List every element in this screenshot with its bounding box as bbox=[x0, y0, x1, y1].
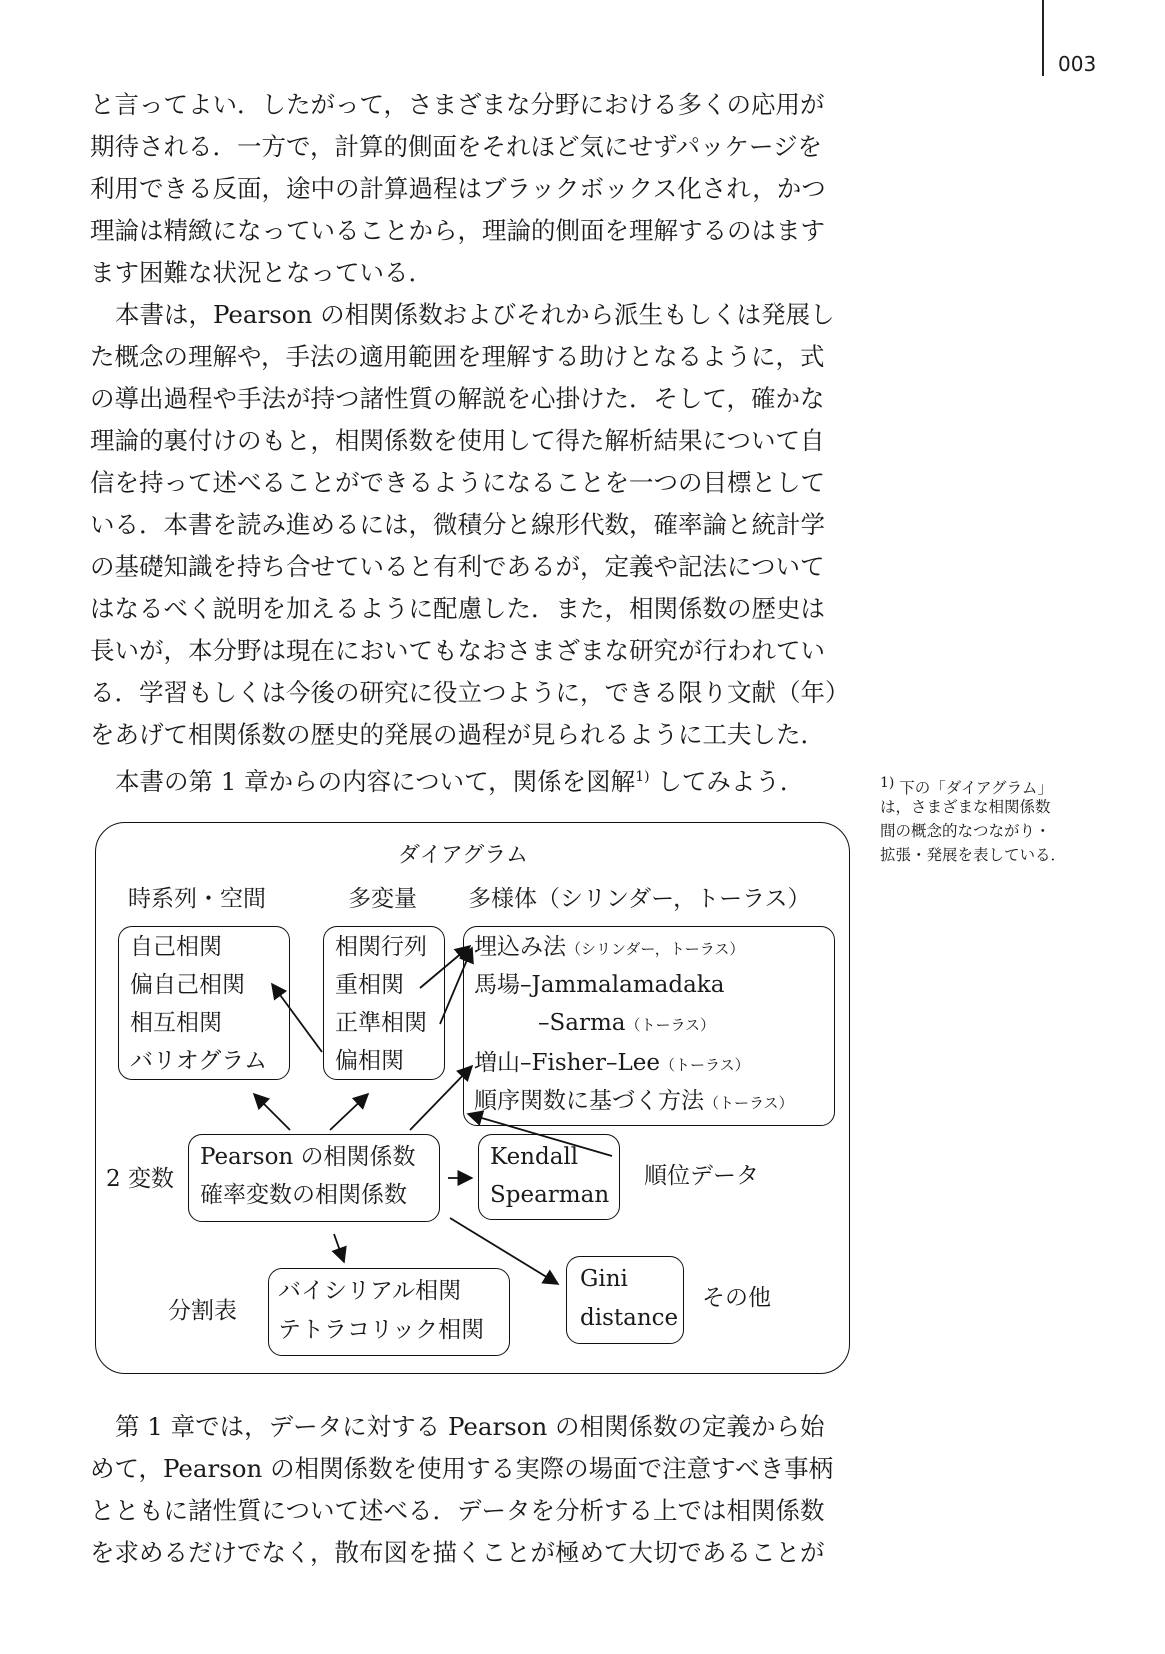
other-label: その他 bbox=[702, 1285, 771, 1311]
text-line: はなるべく説明を加えるように配慮した．また，相関係数の歴史は bbox=[90, 594, 825, 623]
arrow-pearson-to-table bbox=[334, 1234, 344, 1262]
arrow-pearson-to-manifold bbox=[410, 1066, 472, 1130]
text-line: 利用できる反面，途中の計算過程はブラックボックス化され，かつ bbox=[90, 174, 826, 203]
arrow-pearson-to-multivariate bbox=[330, 1094, 368, 1130]
footnote-line: は，さまざまな相関係数 bbox=[880, 798, 1051, 816]
footnote-ref[interactable]: 1) bbox=[635, 769, 650, 785]
method-note: （トーラス） bbox=[660, 1056, 750, 1074]
arrow-partial-to-partial-autocorrelation bbox=[272, 984, 322, 1052]
item-canonical-correlation: 正準相関 bbox=[335, 1010, 427, 1036]
text-line: る．学習もしくは今後の研究に役立つように，できる限り文献（年） bbox=[90, 678, 850, 707]
item-random-variable-correlation: 確率変数の相関係数 bbox=[200, 1182, 407, 1208]
text-line: 信を持って述べることができるようになることを一つの目標として bbox=[90, 468, 825, 497]
arrow-pearson-to-time-space bbox=[254, 1094, 290, 1130]
rank-data-label: 順位データ bbox=[644, 1163, 759, 1189]
text-span: してみよう． bbox=[649, 767, 805, 797]
text-line: 期待される．一方で，計算的側面をそれほど気にせずパッケージを bbox=[90, 132, 823, 161]
header-time-space: 時系列・空間 bbox=[128, 886, 266, 912]
item-multiple-correlation: 重相関 bbox=[335, 972, 404, 998]
header-multivariate: 多変量 bbox=[348, 886, 417, 912]
method-name: 埋込み法 bbox=[474, 934, 566, 960]
arrow-multiple-to-embedding bbox=[420, 946, 470, 988]
text-span: 本書の第 1 章からの内容について，関係を図解 bbox=[115, 767, 636, 797]
footnote-line: 間の概念的なつながり・ bbox=[880, 822, 1051, 840]
page-number: 003 bbox=[1058, 52, 1097, 76]
arrow-pearson-to-other bbox=[450, 1218, 558, 1284]
method-name: 馬場–Jammalamadaka bbox=[474, 972, 725, 998]
item-biserial: バイシリアル相関 bbox=[278, 1278, 462, 1304]
text-line: めて，Pearson の相関係数を使用する実際の場面で注意すべき事柄 bbox=[90, 1454, 834, 1483]
two-variable-label: 2 変数 bbox=[106, 1166, 174, 1192]
method-note: （シリンダー，トーラス） bbox=[566, 940, 745, 958]
item-autocorrelation: 自己相関 bbox=[130, 934, 222, 960]
footnote-text: 下の「ダイアグラム」 bbox=[894, 779, 1053, 798]
text-line: 理論的裏付けのもと，相関係数を使用して得た解析結果について自 bbox=[90, 426, 825, 455]
text-line: の導出過程や手法が持つ諸性質の解説を心掛けた．そして，確かな bbox=[90, 384, 825, 413]
text-line: をあげて相関係数の歴史的発展の過程が見られるように工夫した． bbox=[90, 720, 825, 749]
text-line: いる．本書を読み進めるには，微積分と線形代数，確率論と統計学 bbox=[90, 510, 825, 539]
text-line: 第 1 章では，データに対する Pearson の相関係数の定義から始 bbox=[115, 1412, 825, 1441]
method-name: –Sarma bbox=[538, 1010, 626, 1036]
method-note: （トーラス） bbox=[625, 1016, 716, 1034]
item-correlation-matrix: 相関行列 bbox=[335, 934, 427, 960]
arrow-canonical-to-embedding bbox=[440, 948, 472, 1024]
diagram-title: ダイアグラム bbox=[398, 843, 529, 868]
text-line: 本書は，Pearson の相関係数およびそれから派生もしくは発展し bbox=[115, 300, 835, 329]
item-variogram: バリオグラム bbox=[130, 1048, 268, 1074]
footnote-line: 拡張・発展を表している． bbox=[880, 846, 1067, 864]
text-line: 理論は精緻になっていることから，理論的側面を理解するのはます bbox=[90, 216, 825, 245]
item-spearman: Spearman bbox=[490, 1182, 610, 1208]
method-name: 順序関数に基づく方法 bbox=[474, 1088, 704, 1114]
method-name: 増山–Fisher–Lee bbox=[474, 1050, 661, 1076]
text-line: を求めるだけでなく，散布図を描くことが極めて大切であることが bbox=[90, 1538, 825, 1567]
method-note: （トーラス） bbox=[704, 1094, 794, 1112]
text-line: と言ってよい．したがって，さまざまな分野における多くの応用が bbox=[90, 90, 825, 119]
item-distance: distance bbox=[580, 1305, 679, 1331]
contingency-table-label: 分割表 bbox=[168, 1298, 237, 1324]
text-line: とともに諸性質について述べる．データを分析する上では相関係数 bbox=[90, 1496, 825, 1525]
arrow-rank-to-order-method bbox=[468, 1114, 612, 1156]
item-pearson: Pearson の相関係数 bbox=[200, 1144, 416, 1170]
footnote-mark: 1) bbox=[880, 775, 895, 791]
item-tetrachoric: テトラコリック相関 bbox=[278, 1317, 485, 1343]
item-cross-correlation: 相互相関 bbox=[130, 1010, 222, 1036]
item-gini: Gini bbox=[580, 1266, 628, 1292]
text-line: 長いが，本分野は現在においてもなおさまざまな研究が行われてい bbox=[90, 636, 825, 665]
text-line: た概念の理解や，手法の適用範囲を理解する助けとなるように，式 bbox=[90, 342, 825, 371]
text-line: の基礎知識を持ち合せていると有利であるが，定義や記法について bbox=[90, 552, 825, 581]
header-manifold: 多様体（シリンダー，トーラス） bbox=[468, 886, 811, 912]
item-kendall: Kendall bbox=[490, 1144, 579, 1170]
item-partial-autocorrelation: 偏自己相関 bbox=[130, 972, 245, 998]
text-line: ます困難な状況となっている． bbox=[90, 258, 433, 287]
item-partial-correlation: 偏相関 bbox=[335, 1048, 404, 1074]
